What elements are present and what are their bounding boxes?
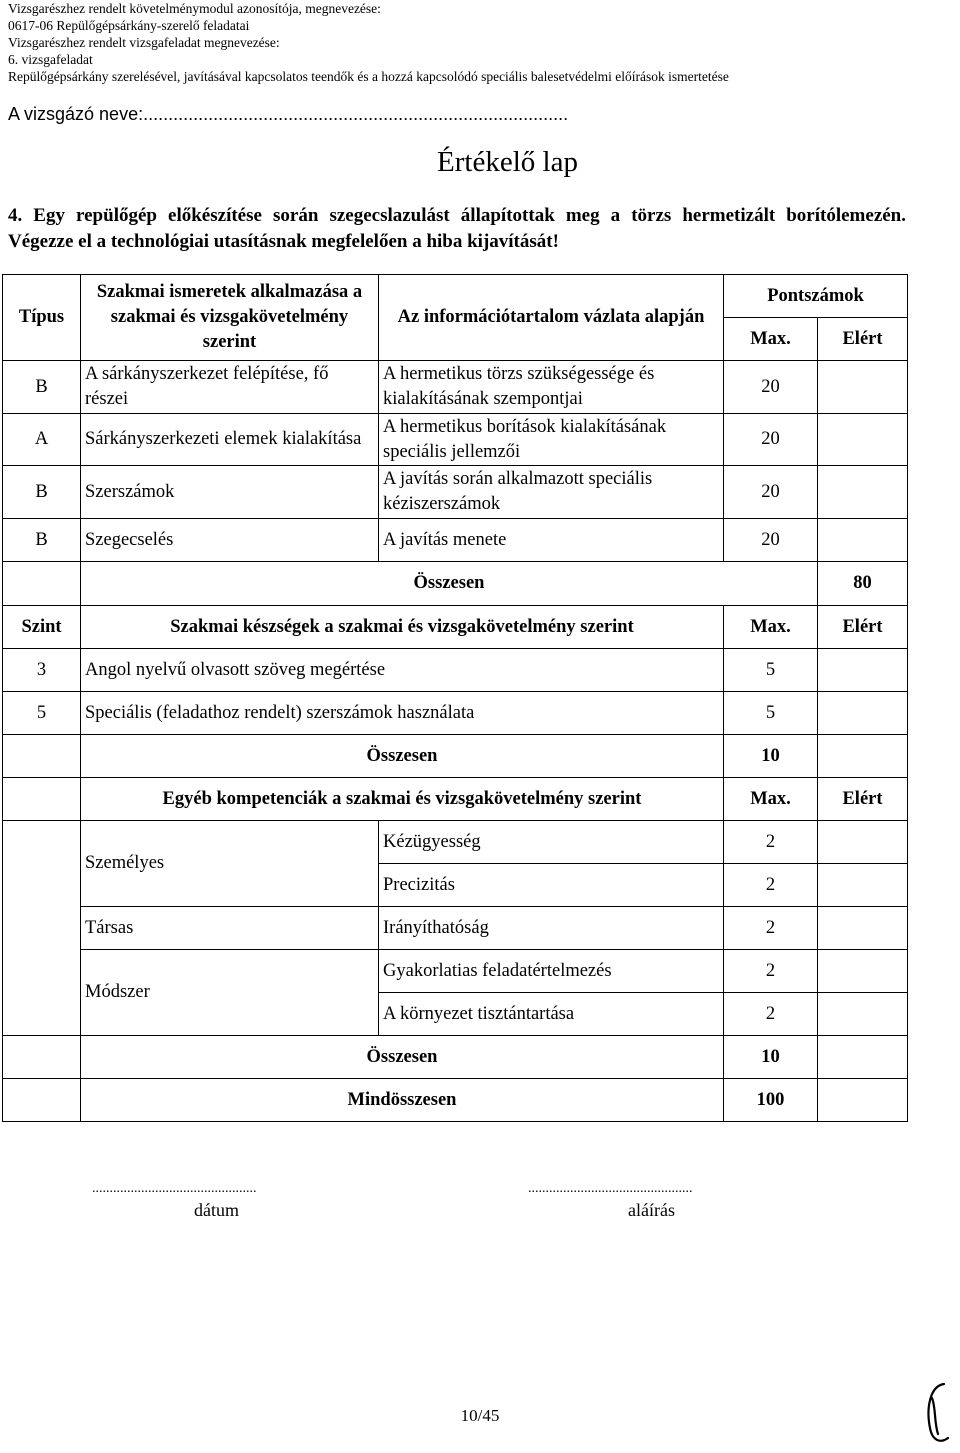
row-info: A hermetikus borítások kialakításának speciális jellemzői: [379, 414, 724, 466]
row-max: 20: [724, 519, 818, 562]
competence-method: Módszer: [81, 950, 379, 1036]
row-achieved-cell[interactable]: [818, 361, 908, 414]
row-topic: Sárkányszerkezeti elemek kialakítása: [81, 414, 379, 466]
row-achieved-cell[interactable]: [818, 649, 908, 692]
competence-personal: Személyes: [81, 821, 379, 907]
header-line-4: 6. vizsgafeladat: [8, 52, 93, 67]
page-title: Értékelő lap: [437, 146, 578, 178]
row-max: 5: [724, 692, 818, 735]
competences-total: 10: [724, 1036, 818, 1079]
row-type: A: [3, 414, 81, 466]
header-line-5: Repülőgépsárkány szerelésével, javításával kapcsolatos teendők és a hozzá kapcsolódó speciális balesetvédelmi előírások ismertetése: [8, 69, 729, 84]
row-achieved-cell[interactable]: [818, 950, 908, 993]
competence-precision-max: 2: [724, 864, 818, 907]
grand-total: 100: [724, 1079, 818, 1122]
header-info: Az információtartalom vázlata alapján: [379, 275, 724, 361]
competence-steerability: Irányíthatóság: [379, 907, 724, 950]
knowledge-row: [3, 519, 908, 562]
header-points: Pontszámok: [724, 275, 908, 318]
row-max: 20: [724, 361, 818, 414]
competence-cleanliness: A környezet tisztántartása: [379, 993, 724, 1036]
row-achieved-cell[interactable]: [818, 466, 908, 519]
row-topic: Szegecselés: [81, 519, 379, 562]
header-achieved: Elért: [818, 318, 908, 361]
empty-cell: [3, 778, 81, 821]
header-max: Max.: [724, 318, 818, 361]
empty-cell: [3, 1036, 81, 1079]
header-competences: Egyéb kompetenciák a szakmai és vizsgakövetelmény szerint: [81, 778, 724, 821]
competence-steerability-max: 2: [724, 907, 818, 950]
competences-total-achieved-cell[interactable]: [818, 1036, 908, 1079]
page-number: 10/45: [460, 1406, 500, 1425]
grand-total-label: Mindösszesen: [81, 1079, 724, 1122]
skills-total: 10: [724, 735, 818, 778]
task-description: 4. Egy repülőgép előkészítése során szegecslazulást állapítottak meg a törzs hermetizált borítólemezén. Végezze el a technológiai utasításnak megfelelően a hiba kijavítását!: [8, 205, 906, 252]
header-max: Max.: [724, 606, 818, 649]
skill-row: [3, 692, 908, 735]
row-achieved-cell[interactable]: [818, 864, 908, 907]
row-max: 5: [724, 649, 818, 692]
row-type: B: [3, 519, 81, 562]
signature-dotted-line: ...............................................: [528, 1181, 693, 1196]
knowledge-total: 80: [818, 562, 908, 606]
knowledge-total-label: Összesen: [81, 562, 818, 606]
row-achieved-cell[interactable]: [818, 414, 908, 466]
examinee-name-line: A vizsgázó neve:.....................................................................................: [8, 104, 569, 124]
header-max: Max.: [724, 778, 818, 821]
competence-practical-max: 2: [724, 950, 818, 993]
row-level: 5: [3, 692, 81, 735]
row-achieved-cell[interactable]: [818, 993, 908, 1036]
row-type: B: [3, 466, 81, 519]
row-achieved-cell[interactable]: [818, 821, 908, 864]
header-skills: Szakmai készségek a szakmai és vizsgakövetelmény szerint: [81, 606, 724, 649]
header-achieved: Elért: [818, 606, 908, 649]
header-level: Szint: [3, 606, 81, 649]
row-topic: Szerszámok: [81, 466, 379, 519]
competence-practical: Gyakorlatias feladatértelmezés: [379, 950, 724, 993]
knowledge-row: [3, 414, 908, 466]
empty-cell: [3, 1079, 81, 1122]
row-achieved-cell[interactable]: [818, 519, 908, 562]
header-line-3: Vizsgarészhez rendelt vizsgafeladat megnevezése:: [8, 35, 280, 50]
signature-label: aláírás: [628, 1200, 675, 1220]
header-line-1: Vizsgarészhez rendelt követelménymodul azonosítója, megnevezése:: [8, 1, 381, 16]
row-achieved-cell[interactable]: [818, 907, 908, 950]
grand-total-achieved-cell[interactable]: [818, 1079, 908, 1122]
row-info: A javítás menete: [379, 519, 724, 562]
row-info: A javítás során alkalmazott speciális kéziszerszámok: [379, 466, 724, 519]
empty-cell: [3, 735, 81, 778]
row-level: 3: [3, 649, 81, 692]
row-max: 20: [724, 414, 818, 466]
competence-social: Társas: [81, 907, 379, 950]
header-line-2: 0617-06 Repülőgépsárkány-szerelő feladatai: [8, 18, 250, 33]
row-type: B: [3, 361, 81, 414]
skills-total-achieved-cell[interactable]: [818, 735, 908, 778]
empty-cell: [3, 562, 81, 606]
row-skill: Angol nyelvű olvasott szöveg megértése: [81, 649, 724, 692]
competences-total-label: Összesen: [81, 1036, 724, 1079]
empty-cell: [3, 821, 81, 1036]
header-achieved: Elért: [818, 778, 908, 821]
date-dotted-line: ...............................................: [92, 1181, 257, 1196]
row-achieved-cell[interactable]: [818, 692, 908, 735]
knowledge-row: [3, 361, 908, 414]
row-topic: A sárkányszerkezet felépítése, fő részei: [81, 361, 379, 414]
competence-cleanliness-max: 2: [724, 993, 818, 1036]
handwritten-signature: [922, 1378, 956, 1453]
row-info: A hermetikus törzs szükségessége és kialakításának szempontjai: [379, 361, 724, 414]
header-knowledge: Szakmai ismeretek alkalmazása a szakmai és vizsgakövetelmény szerint: [81, 275, 379, 361]
knowledge-row: [3, 466, 908, 519]
date-label: dátum: [194, 1200, 239, 1220]
header-type: Típus: [3, 275, 81, 361]
skills-total-label: Összesen: [81, 735, 724, 778]
competence-precision: Precizitás: [379, 864, 724, 907]
evaluation-table: [2, 274, 908, 1122]
competence-dexterity: Kézügyesség: [379, 821, 724, 864]
row-skill: Speciális (feladathoz rendelt) szerszámok használata: [81, 692, 724, 735]
skill-row: [3, 649, 908, 692]
row-max: 20: [724, 466, 818, 519]
competence-dexterity-max: 2: [724, 821, 818, 864]
